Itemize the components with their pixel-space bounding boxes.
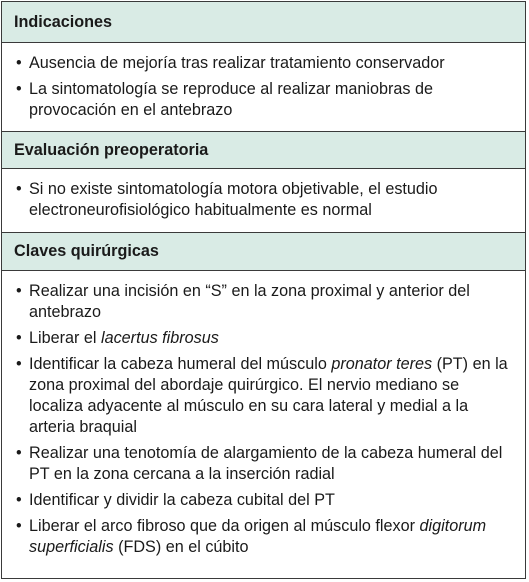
- list-item: [16, 281, 511, 323]
- section-title: Indicaciones: [14, 12, 113, 31]
- item-text: Identificar la cabeza humeral del músculo: [29, 355, 332, 373]
- info-box: [1, 1, 526, 579]
- item-text: Liberar el arco fibroso que da origen al músculo flexor: [29, 517, 420, 535]
- list-item: [16, 179, 511, 221]
- section-heading-indicaciones: [2, 2, 525, 43]
- item-text-tail: (PT) en la zona proximal del abordaje quirúrgico. El nervio mediano se localiza adyacente al músculo en su cara lateral y medial a la arteria braquial: [29, 355, 508, 436]
- item-italic-term: pronator teres: [331, 355, 433, 373]
- item-text: Liberar el: [29, 329, 101, 347]
- bullet-list: [16, 281, 511, 558]
- item-italic-term: lacertus fibrosus: [100, 329, 219, 347]
- bullet-list: [16, 53, 511, 121]
- item-text: Ausencia de mejoría tras realizar tratamiento conservador: [29, 54, 445, 72]
- item-text: Identificar y dividir la cabeza cubital del PT: [29, 491, 335, 509]
- section-body-claves: [2, 271, 525, 558]
- list-item: [16, 490, 511, 511]
- list-item: [16, 53, 511, 74]
- list-item: [16, 328, 511, 349]
- bullet-list: [16, 179, 511, 221]
- section-body-indicaciones: [2, 43, 525, 131]
- section-heading-evaluacion: [2, 131, 525, 169]
- item-italic-term: digitorum superficialis: [29, 517, 487, 556]
- section-body-evaluacion: [2, 169, 525, 232]
- section-title: Evaluación preoperatoria: [14, 140, 209, 159]
- list-item: [16, 516, 511, 558]
- list-item: [16, 79, 511, 121]
- list-item: [16, 443, 511, 485]
- section-heading-claves: [2, 232, 525, 271]
- section-title: Claves quirúrgicas: [14, 242, 159, 260]
- item-text: Realizar una tenotomía de alargamiento de la cabeza humeral del PT en la zona cercana a la inserción radial: [29, 444, 503, 483]
- item-text-tail: (FDS) en el cúbito: [113, 538, 249, 556]
- item-text: Realizar una incisión en “S” en la zona proximal y anterior del antebrazo: [29, 282, 470, 321]
- list-item: [16, 354, 511, 438]
- item-text: La sintomatología se reproduce al realizar maniobras de provocación en el antebrazo: [29, 80, 434, 119]
- item-text: Si no existe sintomatología motora objetivable, el estudio electroneurofisiológico habitualmente es normal: [29, 180, 438, 219]
